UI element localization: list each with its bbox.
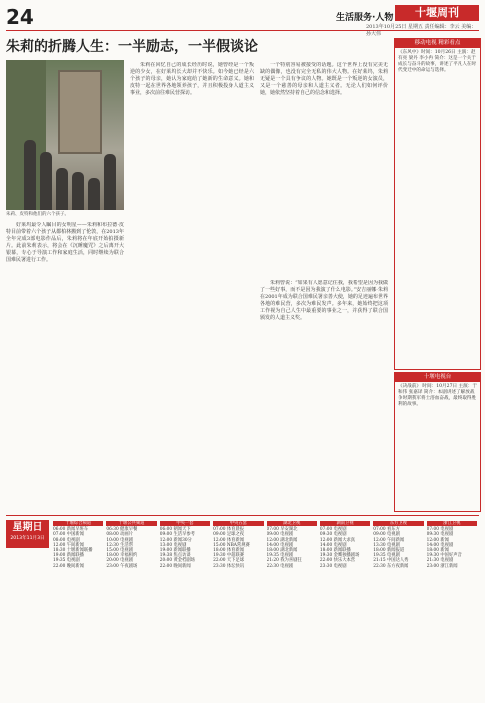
tv-program-item: 19:00 新闻联播 bbox=[53, 553, 84, 559]
tv-program-item: 22:30 电视剧 bbox=[266, 563, 294, 569]
tv-program-item: 09:30 电视剧 bbox=[426, 532, 454, 538]
tv-program-item: 12:00 湖北新闻 bbox=[266, 537, 298, 543]
right-box-highlights bbox=[394, 38, 481, 370]
tv-program-item: 09:00 电视剧 bbox=[266, 532, 294, 538]
right-box-body: 《东风中》时间：10月26日 主演：赵有亮 梁丹 李小冉 简介：这是一个关于成长与奋斗的故事，讲述了平凡人在时代变迁中的命运与选择。 bbox=[398, 50, 477, 74]
tv-program-item: 07:00 电视剧 bbox=[319, 527, 347, 533]
tv-program-item: 10:00 电视剧 bbox=[106, 537, 134, 543]
page-header bbox=[6, 4, 479, 37]
right-box-title: 十堰电视台 bbox=[395, 373, 480, 382]
tv-program-item: 09:00 电视剧 bbox=[373, 532, 400, 538]
tv-weekday: 星期日 bbox=[12, 522, 43, 533]
tv-program-item: 23:30 电视剧 bbox=[319, 563, 347, 569]
tv-program-item: 22:00 天下足球 bbox=[213, 558, 245, 564]
tv-section-divider bbox=[6, 515, 479, 516]
tv-program-item: 18:30 十堰新闻联播 bbox=[53, 548, 93, 554]
tv-program-item: 21:20 我为喜剧狂 bbox=[266, 558, 302, 564]
tv-program-item: 12:00 午间新闻 bbox=[53, 542, 84, 548]
tv-program-item: 12:00 新闻大求真 bbox=[319, 537, 356, 543]
tv-channel-name: 浙江卫视 bbox=[427, 521, 477, 526]
tv-program-item: 18:00 新闻报道 bbox=[373, 548, 405, 554]
tv-channel-name: 湖北卫视 bbox=[267, 521, 317, 526]
tv-program-item: 13:00 电视剧 bbox=[159, 542, 187, 548]
tv-program-item: 19:35 电视剧 bbox=[266, 553, 294, 559]
article-column-4: 朱莉曾说：“如果有人愿意记住我，我希望是因为我做了一些好事，而不是因为我演了什么电影。”安吉丽娜·朱莉在2001年成为联合国难民署亲善大使，她的足迹遍布世界各地的难民营，多次为难民发声。多年来，她始终把这项工作视为自己人生中最重要的事业之一，并获得了联合国颁发的人道主义奖。 bbox=[260, 280, 388, 321]
tv-program-item: 19:30 金鹰独播剧场 bbox=[319, 553, 360, 559]
tv-program-item: 19:38 焦点访谈 bbox=[159, 553, 191, 559]
tv-program-item: 20:00 电视剧 bbox=[106, 558, 134, 564]
tv-program-item: 14:00 电视剧 bbox=[426, 542, 454, 548]
tv-channel-column bbox=[213, 520, 263, 700]
tv-program-item: 07:00 中国新闻 bbox=[53, 532, 84, 538]
tv-program-item: 18:00 体育新闻 bbox=[213, 548, 245, 554]
tv-program-item: 07:00 电视剧 bbox=[426, 527, 454, 533]
tv-program-item: 14:00 电视剧 bbox=[266, 542, 294, 548]
tv-channel-name: 湖南卫视 bbox=[320, 521, 370, 526]
tv-weekday-box bbox=[6, 520, 49, 548]
tv-program-item: 12:00 新闻30分 bbox=[159, 537, 192, 543]
tv-program-item: 15:00 NBA常规赛 bbox=[213, 542, 250, 548]
right-box-title: 移动电视 精彩看点 bbox=[395, 39, 480, 48]
tv-program-item: 08:00 电视剧 bbox=[53, 537, 80, 543]
tv-program-item: 21:30 电视剧 bbox=[426, 558, 454, 564]
headline: 朱莉的折腾人生：一半励志，一半假谈论 bbox=[6, 39, 258, 55]
tv-channel-column bbox=[373, 520, 423, 700]
tv-program-item: 19:30 中国好声音 bbox=[426, 553, 462, 559]
photo-caption: 朱莉、皮特和他们的六个孩子。 bbox=[6, 212, 69, 217]
tv-program-item: 08:00 动画片 bbox=[106, 532, 134, 538]
tv-program-item: 20:00 黄金档剧场 bbox=[159, 558, 195, 564]
tv-program-item: 09:00 足球之夜 bbox=[213, 532, 245, 538]
right-box-body: 《决战前》 时间：10月27日 主演：于和伟 张嘉译 简介：本剧讲述了解放战争时期我军将士浴血奋战，最终取得胜利的故事。 bbox=[398, 384, 477, 408]
tv-program-item: 12:00 新闻 bbox=[426, 537, 449, 543]
tv-channel-column bbox=[53, 520, 103, 700]
article-photo bbox=[6, 60, 124, 210]
tv-channel-column bbox=[267, 520, 317, 700]
tv-program-item: 18:00 湖北新闻 bbox=[266, 548, 298, 554]
right-box-tv bbox=[394, 372, 481, 512]
tv-program-item: 12:00 体育新闻 bbox=[213, 537, 245, 543]
issue-date: 2013年10月25日 星期五 责任编辑：李云 美编：孙大伟 bbox=[366, 24, 477, 37]
article-column-3: 一个特别容易被接受的话题。这个世界上没有完美无缺的偶像，也没有完全无私的伟大人物。在好莱坞，朱莉无疑是一个具有争议的人物。她既是一个叛逆的女演员，又是一个慈善的母亲和人道主义者。无论人们如何评价她，她依然坚持着自己的信念和选择。 bbox=[260, 62, 388, 96]
tv-program-item: 09:00 生活早参考 bbox=[159, 532, 195, 538]
page-number: 24 bbox=[6, 5, 34, 29]
tv-channel-column bbox=[320, 520, 370, 700]
tv-program-item: 19:35 电视剧 bbox=[373, 553, 400, 559]
tv-program-item: 18:00 新闻联播 bbox=[319, 548, 351, 554]
tv-channel-column bbox=[160, 520, 210, 700]
tv-program-item: 22:00 晚间新闻 bbox=[159, 563, 191, 569]
tv-program-item: 06:00 新闻早班车 bbox=[53, 527, 89, 533]
tv-program-item: 12:00 午间新闻 bbox=[373, 537, 405, 543]
tv-program-item: 13:30 电视剧 bbox=[373, 542, 400, 548]
tv-program-item: 19:30 中超联赛 bbox=[213, 553, 245, 559]
tv-channel-name: 中央五套 bbox=[213, 521, 263, 526]
tv-channel-column bbox=[106, 520, 156, 700]
tv-program-item: 23:30 体坛快讯 bbox=[213, 563, 245, 569]
tv-program-item: 22:30 东方夜新闻 bbox=[373, 563, 409, 569]
tv-program-item: 07:00 体育晨报 bbox=[213, 527, 245, 533]
tv-program-item: 06:00 朝闻天下 bbox=[159, 527, 191, 533]
brand-banner: 十堰周刊 bbox=[395, 5, 479, 21]
tv-program-item: 23:00 午夜剧场 bbox=[106, 563, 138, 569]
tv-program-item: 09:30 电视剧 bbox=[319, 532, 347, 538]
tv-program-item: 19:00 新闻联播 bbox=[159, 548, 191, 554]
tv-program-item: 07:00 看东方 bbox=[373, 527, 400, 533]
tv-program-item: 23:00 浙江新闻 bbox=[426, 563, 458, 569]
tv-channel-name: 十堰公共频道 bbox=[106, 521, 156, 526]
tv-program-item: 22:00 晚间新闻 bbox=[53, 563, 84, 569]
tv-channel-column bbox=[427, 520, 477, 700]
tv-program-item: 15:00 电视剧 bbox=[106, 548, 134, 554]
article-column-2: 朱莉在回忆自己的成长经历时说，她曾经是一个叛逆的少女，在好莱坞长大却并不快乐。如今她已经是六个孩子的母亲，她认为家庭给了她新的生命意义。她和皮特一起在世界各地领养孩子，并且积极投身人道主义事业，多次前往难民营探访。 bbox=[130, 62, 254, 96]
tv-date: 2013年11月3日 bbox=[10, 536, 45, 541]
tv-channel-name: 东方卫视 bbox=[373, 521, 423, 526]
tv-program-item: 22:00 快乐大本营 bbox=[319, 558, 356, 564]
tv-program-item: 06:30 健康早餐 bbox=[106, 527, 138, 533]
article-column-1: 好莱坞最令人瞩目的女明星——朱莉和布拉德·皮特目前带着六个孩子从都柏林搬到了伦敦，在2013年全年完成3部电影作品后，朱莉将在年底开始拍摄新片。此前朱莉表示，将会在《沉睡魔咒》之后离开大银幕，专心于导演工作和家庭生活，同时继续为联合国难民署进行工作。 bbox=[6, 222, 124, 263]
tv-program-item: 12:30 生活帮 bbox=[106, 542, 134, 548]
section-title: 生活服务·人物 bbox=[336, 13, 394, 23]
tv-program-item: 21:15 中国达人秀 bbox=[373, 558, 409, 564]
tv-program-item: 19:35 电视剧 bbox=[53, 558, 80, 564]
tv-program-item: 14:00 电视剧 bbox=[319, 542, 347, 548]
tv-program-item: 07:00 早安湖北 bbox=[266, 527, 298, 533]
tv-channel-name: 中央一套 bbox=[160, 521, 210, 526]
tv-program-item: 18:00 幸福相约 bbox=[106, 553, 138, 559]
tv-program-item: 18:00 新闻 bbox=[426, 548, 449, 554]
tv-channel-name: 十堰综合频道 bbox=[53, 521, 103, 526]
